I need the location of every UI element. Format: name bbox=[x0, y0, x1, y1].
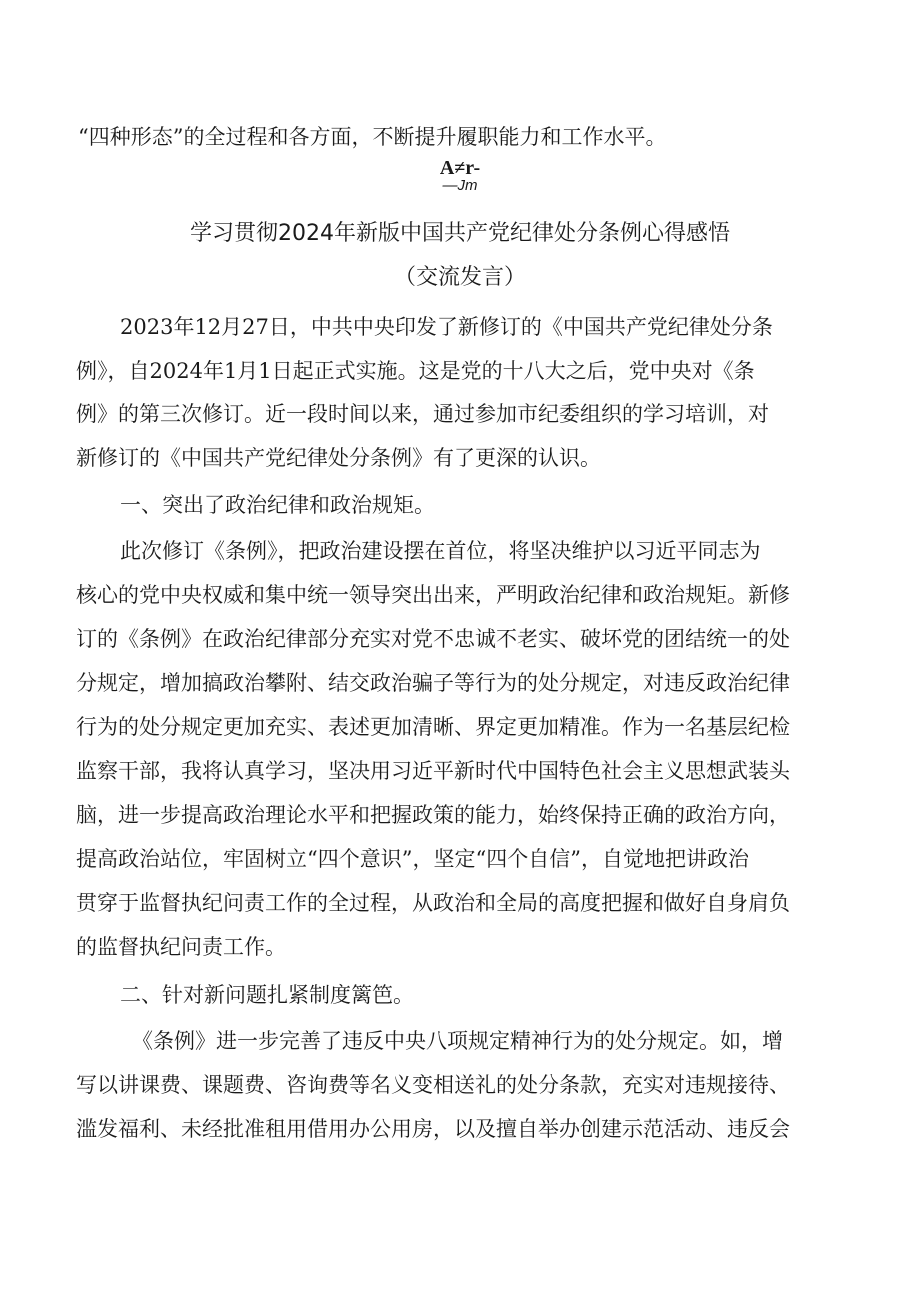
body-line: 行为的处分规定更加充实、表述更加清晰、界定更加精准。作为一名基层纪检 bbox=[76, 715, 790, 739]
logo-bottom: —Jm bbox=[442, 177, 478, 194]
section-heading-1: 一、突出了政治纪律和政治规矩。 bbox=[120, 493, 435, 517]
body-line: 监察干部，我将认真学习，坚决用习近平新时代中国特色社会主义思想武装头 bbox=[76, 759, 790, 783]
intro-line: 例》，自2024年1月1日起正式实施。这是党的十八大之后，党中央对《条 bbox=[76, 359, 755, 383]
document-title: 学习贯彻2024年新版中国共产党纪律处分条例心得感悟 bbox=[190, 221, 730, 246]
body-line: 分规定，增加搞政治攀附、结交政治骗子等行为的处分规定，对违反政治纪律 bbox=[76, 671, 790, 695]
body-line: 订的《条例》在政治纪律部分充实对党不忠诚不老实、破坏党的团结统一的处 bbox=[76, 627, 790, 651]
body-line: 的监督执纪问责工作。 bbox=[76, 935, 286, 959]
body-line: 滥发福利、未经批准租用借用办公用房，以及擅自举办创建示范活动、违反会 bbox=[76, 1117, 790, 1141]
body-line: 《条例》进一步完善了违反中央八项规定精神行为的处分规定。如，增 bbox=[132, 1029, 783, 1053]
logo-top: A≠r- bbox=[439, 157, 481, 179]
body-line: 此次修订《条例》，把政治建设摆在首位，将坚决维护以习近平同志为 bbox=[120, 539, 761, 563]
intro-line: 例》的第三次修订。近一段时间以来，通过参加市纪委组织的学习培训，对 bbox=[76, 402, 769, 426]
body-line: 写以讲课费、课题费、咨询费等名义变相送礼的处分条款，充实对违规接待、 bbox=[76, 1073, 790, 1097]
body-line: 核心的党中央权威和集中统一领导突出出来，严明政治纪律和政治规矩。新修 bbox=[76, 583, 790, 607]
section-heading-2: 二、针对新问题扎紧制度篱笆。 bbox=[120, 983, 414, 1007]
top-line: “四种形态”的全过程和各方面，不断提升履职能力和工作水平。 bbox=[78, 125, 667, 149]
body-line: 脑，进一步提高政治理论水平和把握政策的能力，始终保持正确的政治方向， bbox=[76, 803, 790, 827]
body-line: 贯穿于监督执纪问责工作的全过程，从政治和全局的高度把握和做好自身肩负 bbox=[76, 891, 790, 915]
intro-line: 新修订的《中国共产党纪律处分条例》有了更深的认识。 bbox=[76, 446, 601, 470]
logo-mark bbox=[420, 158, 500, 193]
document-subtitle: （交流发言） bbox=[393, 265, 526, 290]
body-line: 提高政治站位，牢固树立“四个意识”，坚定“四个自信”，自觉地把讲政治 bbox=[76, 847, 749, 871]
intro-line: 2023年12月27日，中共中央印发了新修订的《中国共产党纪律处分条 bbox=[120, 315, 773, 339]
